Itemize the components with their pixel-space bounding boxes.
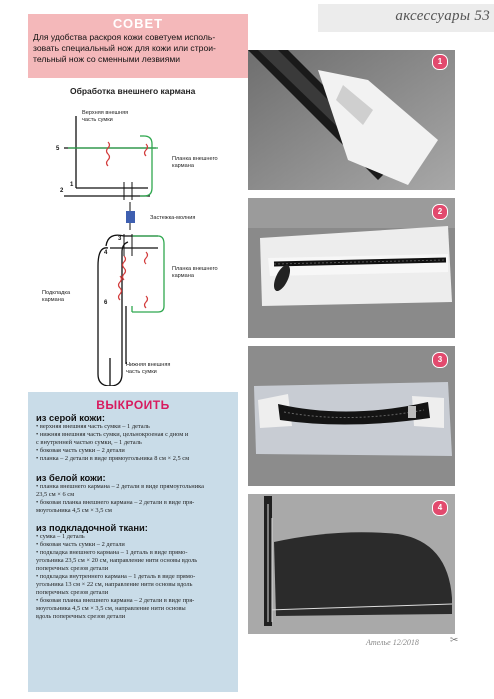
list-item: • боковая часть сумки – 2 детали [36, 447, 125, 454]
step-badge: 1 [432, 54, 448, 70]
photo-step-4 [248, 494, 455, 634]
list-item: • нижняя внешняя часть сумки, цельнокроеная с дном и [36, 431, 189, 438]
photo-step-3 [248, 346, 455, 486]
section-name: аксессуары [395, 8, 471, 24]
section-heading-white-leather: из белой кожи: [36, 472, 106, 483]
construction-diagram [28, 96, 238, 386]
list-item: • планка внешнего кармана – 2 детали в виде прямоугольника [36, 483, 204, 490]
label-zipper: Застежка-молния [150, 215, 196, 221]
tip-title: СОВЕТ [112, 16, 164, 31]
zipper-icon [126, 202, 135, 230]
marker-3: 3 [118, 236, 122, 242]
cut-title: ВЫКРОИТЬ [96, 398, 170, 412]
list-item: поперечных срезов детали [36, 589, 109, 596]
list-item: поперечных срезов детали [36, 565, 109, 572]
list-item: вдоль поперечных срезов детали [36, 613, 126, 620]
label-lining: Подкладка кармана [42, 290, 71, 303]
page-number: 53 [474, 8, 490, 24]
tip-line: зовать специальный нож для кожи или строи- [33, 42, 216, 53]
label-bottom-outer: Нижняя внешняя часть сумки [126, 362, 171, 375]
list-white-leather [36, 483, 236, 515]
step-badge: 2 [432, 204, 448, 220]
list-item: с внутренней частью сумки, – 1 деталь [36, 439, 142, 446]
list-item: • боковая планка внешнего кармана – 2 детали в виде пря- [36, 597, 195, 604]
list-item: • боковая планка внешнего кармана – 2 детали в виде пря- [36, 499, 195, 506]
label-plank-top: Планка внешнего кармана [172, 156, 218, 169]
scissors-icon: ✂ [450, 635, 459, 646]
list-item: • планка – 2 детали в виде прямоугольника 8 см × 2,5 см [36, 455, 190, 462]
section-heading-lining-fabric: из подкладочной ткани: [36, 522, 148, 533]
list-item: 23,5 см × 6 см [36, 491, 75, 498]
plank-top-outline [140, 136, 152, 196]
label-plank-bottom: Планка внешнего кармана [172, 266, 218, 279]
list-item: моугольника 4,5 см × 3,5 см [36, 507, 112, 514]
running-header [330, 8, 490, 25]
marker-5: 5 [56, 146, 60, 152]
marker-4: 4 [104, 250, 108, 256]
stitch-red [107, 142, 110, 166]
step-badge: 4 [432, 500, 448, 516]
tip-line: Для удобства раскроя кожи советуем исполь- [33, 32, 216, 42]
list-item: • боковая часть сумки – 2 детали [36, 541, 125, 548]
list-item: моугольника 4,5 см × 3,5 см, направление нити основы [36, 605, 186, 612]
list-item: угольника 23,5 см × 20 см, направление нити основы вдоль [36, 557, 198, 564]
list-item: угольника 13 см × 22 см, направление нити основы вдоль [36, 581, 193, 588]
list-item: • сумка – 1 деталь [36, 533, 85, 540]
label-top-outer: Верхняя внешняя часть сумки [82, 110, 129, 123]
list-item: • подкладка внешнего кармана – 1 деталь в виде прямо- [36, 549, 188, 556]
list-grey-leather [36, 423, 236, 463]
list-item: • подкладка внутреннего кармана – 1 деталь в виде прямо- [36, 573, 196, 580]
marker-1: 1 [70, 182, 74, 188]
marker-6: 6 [104, 300, 108, 306]
tip-line: тельный нож со сменными лезвиями [33, 53, 181, 64]
diagram-title: Обработка внешнего кармана [70, 86, 196, 96]
photo-step-1 [248, 50, 455, 190]
section-heading-grey-leather: из серой кожи: [36, 412, 105, 423]
photo-step-2 [248, 198, 455, 338]
list-item: • верхняя внешняя часть сумки – 1 деталь [36, 423, 150, 430]
list-lining-fabric [36, 533, 236, 621]
magazine-footer: Ателье 12/2018 [366, 638, 419, 647]
step-badge: 3 [432, 352, 448, 368]
tip-text [33, 32, 245, 64]
marker-2: 2 [60, 188, 64, 194]
